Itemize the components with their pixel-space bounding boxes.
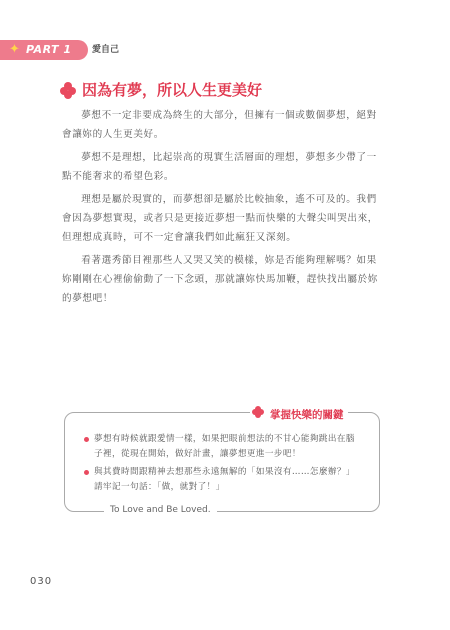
- paragraph: 夢想不是理想，比起崇高的現實生活層面的理想，夢想多少帶了一點不能奢求的希望色彩。: [62, 152, 377, 182]
- clover-icon: [60, 82, 76, 98]
- tips-list: [84, 432, 356, 498]
- tips-item-text: 與其費時間跟精神去想那些永遠無解的「如果沒有……怎麼辦？」請牢記一句話：「做，就對了！」: [94, 467, 355, 492]
- bullet-icon: [84, 470, 89, 475]
- part-banner: [0, 40, 88, 60]
- tips-item: [84, 432, 356, 462]
- paragraph: 看著選秀節目裡那些人又哭又笑的模樣，妳是否能夠理解嗎？如果妳剛剛在心裡偷偷動了一下念頭，那就讓妳快馬加鞭，趕快找出屬於妳的夢想吧！: [62, 255, 379, 304]
- chapter-subtitle: 愛自己: [92, 45, 120, 55]
- body-text: [62, 106, 384, 312]
- bullet-icon: [84, 437, 89, 442]
- paragraph: 理想是屬於現實的，而夢想卻是屬於比較抽象，遙不可及的。我們會因為夢想實現，或者只是更接近夢想一點而快樂的大聲尖叫哭出來，但理想成真時，可不一定會讓我們如此瘋狂又深刻。: [62, 194, 379, 243]
- tips-item-text: 夢想有時候就跟愛情一樣，如果把眼前想法的不甘心能夠跳出在腦子裡，從現在開始，做好計畫，讓夢想更進一步吧！: [94, 434, 355, 459]
- page-number: 030: [30, 576, 53, 587]
- clover-icon: [252, 406, 264, 418]
- paragraph: 夢想不一定非要成為終生的大部分，但擁有一個或數個夢想，絕對會讓妳的人生更美好。: [62, 110, 377, 140]
- tips-item: [84, 465, 356, 495]
- tips-title: 掌握快樂的關鍵: [270, 409, 344, 421]
- star-icon: ✦: [9, 42, 20, 57]
- tips-footer: To Love and Be Loved.: [104, 503, 217, 517]
- part-label: PART 1: [26, 43, 72, 56]
- tips-header: [250, 403, 348, 421]
- section-title: 因為有夢，所以人生更美好: [82, 81, 263, 99]
